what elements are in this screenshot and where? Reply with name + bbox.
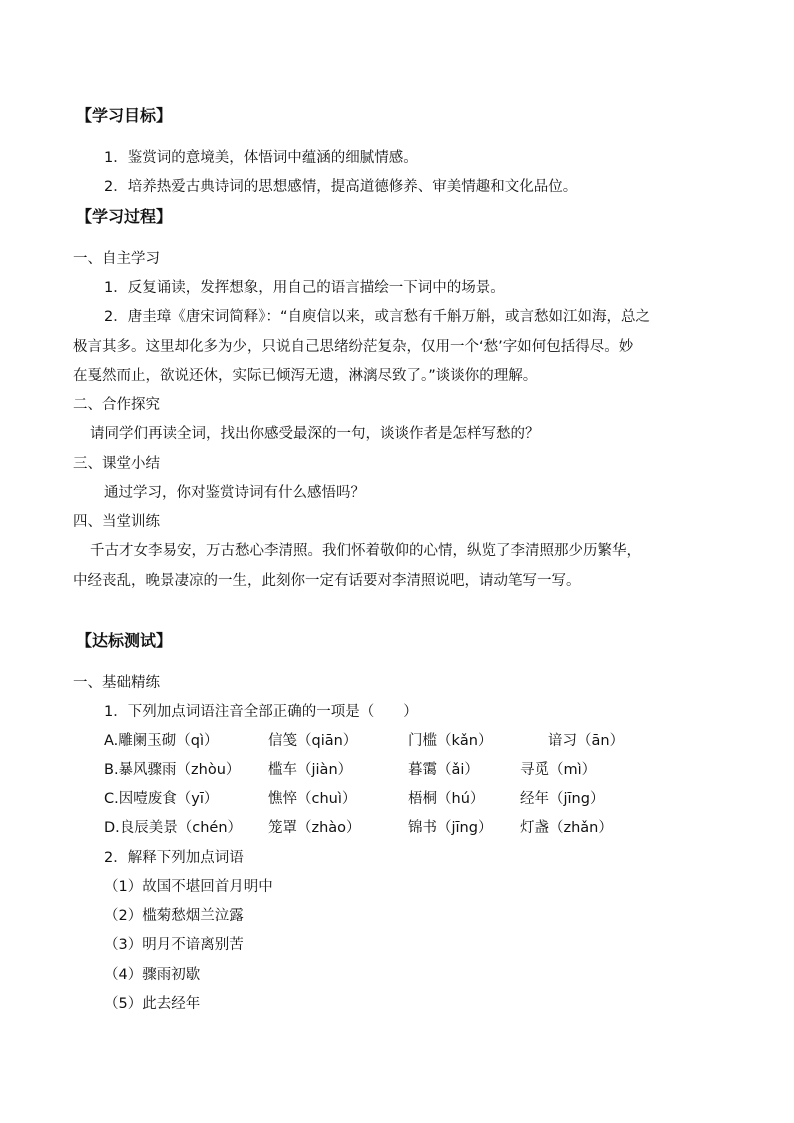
option-c-col-1: C.因噎废食（yī） <box>104 791 219 807</box>
option-d-col-3: 锦书（jīng） <box>408 820 493 836</box>
option-a-col-3: 门槛（kǎn） <box>408 733 493 749</box>
subsection-title-cooperation: 二、合作探究 <box>73 397 160 413</box>
subsection-title-basics: 一、基础精练 <box>73 675 160 691</box>
question-1: 1．下列加点词语注音全部正确的一项是（ ） <box>104 704 418 720</box>
summary-body: 通过学习，你对鉴赏诗词有什么感悟吗？ <box>104 485 365 501</box>
section-heading-test: 【达标测试】 <box>76 631 173 650</box>
option-a-col-1: A.雕阑玉砌（qì） <box>104 733 219 749</box>
option-a-col-4: 谙习（ān） <box>548 733 625 749</box>
question-2: 2．解释下列加点词语 <box>104 850 244 866</box>
subsection-title-self-study: 一、自主学习 <box>73 251 160 267</box>
question-2-item-4: （4）骤雨初歇 <box>104 967 201 983</box>
section-heading-objectives: 【学习目标】 <box>76 106 173 125</box>
self-study-item-1: 1．反复诵读，发挥想象，用自己的语言描绘一下词中的场景。 <box>104 280 505 296</box>
objective-item-1: 1．鉴赏词的意境美，体悟词中蕴涵的细腻情感。 <box>104 150 418 166</box>
option-b-col-3: 暮霭（ǎi） <box>408 762 479 778</box>
option-c-col-3: 梧桐（hú） <box>408 791 485 807</box>
option-d-col-2: 笼罩（zhào） <box>268 820 361 836</box>
option-c-col-2: 憔悴（chuì） <box>268 791 357 807</box>
option-a-col-2: 信笺（qiān） <box>268 733 358 749</box>
objective-item-2: 2．培养热爱古典诗词的思想感情，提高道德修养、审美情趣和文化品位。 <box>104 179 578 195</box>
option-b-col-2: 槛车（jiàn） <box>268 762 353 778</box>
option-d-col-1: D.良辰美景（chén） <box>104 820 243 836</box>
practice-body-line-2: 中经丧乱，晚景凄凉的一生，此刻你一定有话要对李清照说吧，请动笔写一写。 <box>73 573 581 589</box>
question-2-item-3: （3）明月不谙离别苦 <box>104 937 244 953</box>
cooperation-body: 请同学们再读全词，找出你感受最深的一句，谈谈作者是怎样写愁的？ <box>90 426 540 442</box>
question-2-item-5: （5）此去经年 <box>104 996 201 1012</box>
subsection-title-summary: 三、课堂小结 <box>73 456 160 472</box>
practice-body-line-1: 千古才女李易安，万古愁心李清照。我们怀着敬仰的心情，纵览了李清照那少历繁华， <box>90 543 641 559</box>
option-b-col-4: 寻觅（mì） <box>520 762 597 778</box>
self-study-item-2-line-3: 在戛然而止，欲说还休，实际已倾泻无遗，淋漓尽致了。”谈谈你的理解。 <box>73 368 538 384</box>
section-heading-process: 【学习过程】 <box>76 207 173 226</box>
option-d-col-4: 灯盏（zhǎn） <box>520 820 613 836</box>
subsection-title-practice: 四、当堂训练 <box>73 514 160 530</box>
self-study-item-2-line-1: 2．唐圭璋《唐宋词简释》：“自庾信以来，或言愁有千斛万斛，或言愁如江如海，总之 <box>104 309 650 325</box>
question-2-item-1: （1）故国不堪回首月明中 <box>104 879 273 895</box>
option-c-col-4: 经年（jīng） <box>520 791 605 807</box>
question-2-item-2: （2）槛菊愁烟兰泣露 <box>104 908 244 924</box>
self-study-item-2-line-2: 极言其多。这里却化多为少，只说自己思绪纷茫复杂，仅用一个‘愁’字如何包括得尽。妙 <box>73 339 634 355</box>
option-b-col-1: B.暴风骤雨（zhòu） <box>104 762 241 778</box>
